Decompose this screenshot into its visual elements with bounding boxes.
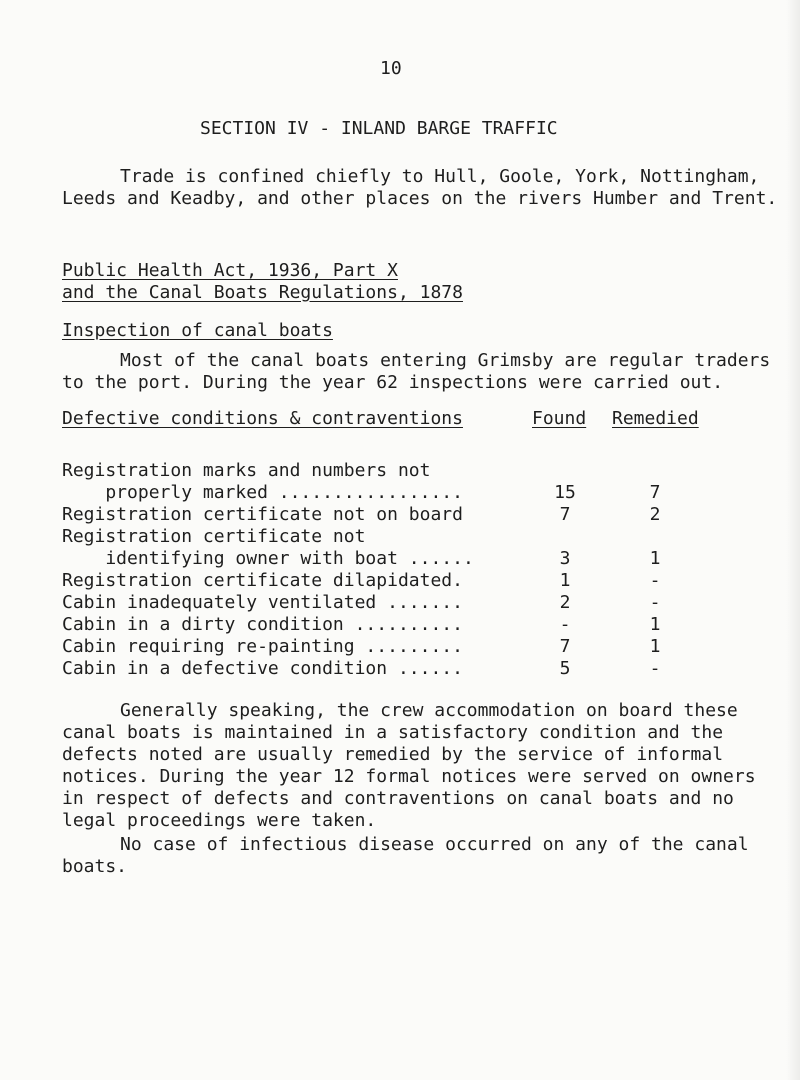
table-row-1-line-1: Registration marks and numbers not <box>62 460 431 481</box>
table-row-6-found: - <box>559 614 571 635</box>
table-row-3-line-2: identifying owner with boat ...... <box>62 548 474 569</box>
table-row-3-found: 3 <box>559 548 571 569</box>
trade-paragraph: Trade is confined chiefly to Hull, Goole, York, Nottingham, Leeds and Keadby, and other places on the rivers Humber and Trent. <box>62 166 778 209</box>
table-row-7-line-1: Cabin requiring re-painting ......... <box>62 636 463 657</box>
table-row-8-line-1: Cabin in a defective condition ...... <box>62 658 463 679</box>
table-header-found: Found <box>532 408 587 429</box>
generally-paragraph: Generally speaking, the crew accommodation on board these canal boats is maintained in a satisfactory condition and the defects noted are usually remedied by the service of informal notices. During the year 12 formal notices were served on owners in respect of defects and contraventions on canal boats and no legal proceedings were taken. <box>62 700 756 831</box>
table-row-2-remedied: 2 <box>649 504 661 525</box>
public-health-heading-line-1: Public Health Act, 1936, Part X <box>62 260 398 281</box>
table-row-4-remedied: - <box>649 570 661 591</box>
page-number: 10 <box>380 58 402 79</box>
table-row-5-remedied: - <box>649 592 661 613</box>
inspection-paragraph: Most of the canal boats entering Grimsby are regular traders to the port. During the year 62 inspections were carried out. <box>62 350 771 393</box>
public-health-heading-line-2: and the Canal Boats Regulations, 1878 <box>62 282 463 303</box>
table-header-description: Defective conditions & contraventions <box>62 408 463 429</box>
inspection-heading: Inspection of canal boats <box>62 320 333 341</box>
table-row-4-line-1: Registration certificate dilapidated. <box>62 570 463 591</box>
table-row-1-remedied: 7 <box>649 482 661 503</box>
table-row-8-found: 5 <box>559 658 571 679</box>
table-row-3-remedied: 1 <box>649 548 661 569</box>
table-row-1-line-2: properly marked ................. <box>62 482 463 503</box>
table-row-7-found: 7 <box>559 636 571 657</box>
page-edge-shadow <box>786 0 800 1080</box>
table-row-2-line-1: Registration certificate not on board <box>62 504 463 525</box>
table-row-3-line-1: Registration certificate not <box>62 526 366 547</box>
table-row-1-found: 15 <box>554 482 576 503</box>
table-row-5-line-1: Cabin inadequately ventilated ....... <box>62 592 463 613</box>
no-case-paragraph: No case of infectious disease occurred on any of the canal boats. <box>62 834 749 877</box>
section-title: SECTION IV - INLAND BARGE TRAFFIC <box>200 118 558 139</box>
table-row-6-line-1: Cabin in a dirty condition .......... <box>62 614 463 635</box>
table-row-5-found: 2 <box>559 592 571 613</box>
table-header-remedied: Remedied <box>612 408 699 429</box>
table-row-7-remedied: 1 <box>649 636 661 657</box>
table-row-2-found: 7 <box>559 504 571 525</box>
table-row-4-found: 1 <box>559 570 571 591</box>
table-row-8-remedied: - <box>649 658 661 679</box>
table-row-6-remedied: 1 <box>649 614 661 635</box>
